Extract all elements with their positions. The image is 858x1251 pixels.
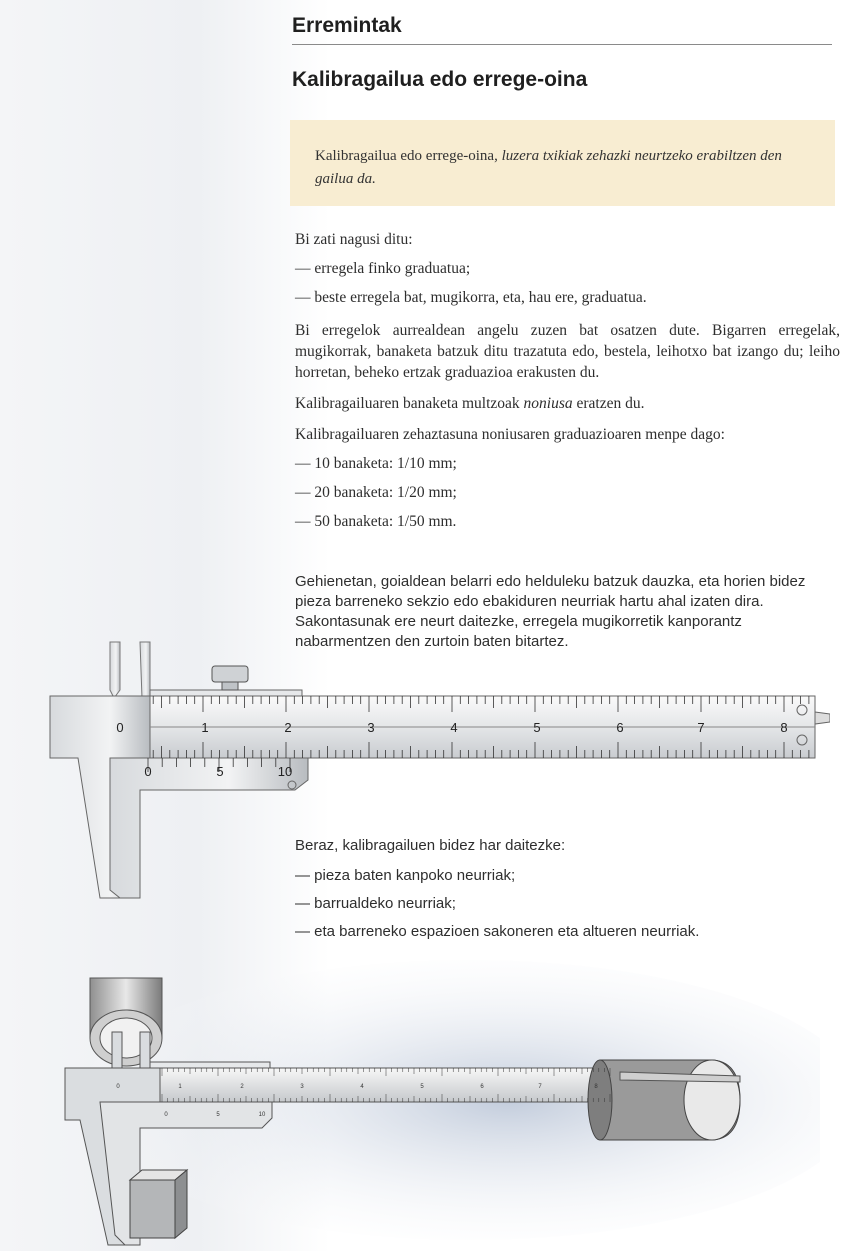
measures-block xyxy=(295,836,840,950)
measures-item-2: — barrualdeko neurriak; xyxy=(295,895,456,912)
nonius-term: noniusa xyxy=(523,395,573,412)
small-main-label-8: 8 xyxy=(594,1084,598,1090)
small-main-label-5: 5 xyxy=(420,1084,424,1090)
small-main-label-4: 4 xyxy=(360,1084,364,1090)
upper-jaw-moving xyxy=(140,642,150,702)
paragraph-2 xyxy=(295,393,840,414)
paragraph-3: Kalibragailuaren zehaztasuna noniusaren graduazioaren menpe dago: xyxy=(295,426,725,443)
vernier-slide xyxy=(150,690,302,696)
paragraph-ears: Gehienetan, goialdean belarri edo helduleku batzuk dauzka, eta horien bidez pieza barreneko sekzio edo ebakiduren neurriak hartu ahal izaten dira. Sakontasunak ere neurt daitezke, erregela mugikorretik kanporantz nabarmentzen den zurtoin baten bitartez. xyxy=(295,573,806,650)
vernier-label-5: 5 xyxy=(216,764,224,779)
precision-item-1: — 10 banaketa: 1/10 mm; xyxy=(295,455,457,472)
main-scale-label-6: 6 xyxy=(616,720,624,735)
small-vernier-label-0: 0 xyxy=(164,1112,168,1118)
main-scale-label-7: 7 xyxy=(697,720,705,735)
intro-item-1: — erregela finko graduatua; xyxy=(295,260,471,277)
measures-item-1: — pieza baten kanpoko neurriak; xyxy=(295,867,516,884)
main-scale-label-4: 4 xyxy=(450,720,458,735)
main-scale-label-1: 1 xyxy=(201,720,209,735)
small-main-label-1: 1 xyxy=(178,1084,182,1090)
measures-lead: Beraz, kalibragailuen bidez har daitezke: xyxy=(295,837,566,854)
vernier-plate xyxy=(110,758,308,898)
block-piece xyxy=(130,1180,175,1238)
small-main-label-2: 2 xyxy=(240,1084,244,1090)
main-scale-label-5: 5 xyxy=(533,720,541,735)
paragraph-2-lead: Kalibragailuaren banaketa multzoak xyxy=(295,395,524,412)
definition-box xyxy=(290,120,835,206)
section-header: Erremintak xyxy=(292,14,832,45)
caliper-2-beam xyxy=(160,1068,620,1102)
main-scale-label-0: 0 xyxy=(116,720,124,735)
definition-text xyxy=(315,145,815,191)
main-scale-label-8: 8 xyxy=(780,720,788,735)
small-vernier-label-10: 10 xyxy=(258,1112,266,1118)
definition-lead: Kalibragailua edo errege-oina, xyxy=(315,148,502,164)
main-scale-label-2: 2 xyxy=(284,720,292,735)
measures-item-3: — eta barreneko espazioen sakoneren eta altueren neurriak. xyxy=(295,923,700,940)
small-vernier-label-5: 5 xyxy=(216,1112,220,1118)
main-scale-label-3: 3 xyxy=(367,720,375,735)
paragraph-1: Bi erregelok aurrealdean angelu zuzen bat osatzen dute. Bigarren erregelak, mugikorrak, banaketa batzuk ditu trazatuta edo, bestela, leihotxo bat izango du; leiho horretan, beheko ertzak graduazioa erakusten du. xyxy=(295,322,840,381)
small-main-label-6: 6 xyxy=(480,1084,484,1090)
small-main-label-0: 0 xyxy=(116,1084,120,1090)
vernier-label-0: 0 xyxy=(144,764,152,779)
vernier-label-10: 10 xyxy=(277,764,293,779)
paragraph-2-tail: eratzen du. xyxy=(572,395,645,412)
precision-item-3: — 50 banaketa: 1/50 mm. xyxy=(295,513,457,530)
definition-emphasis: luzera txikiak zehazki neurtzeko erabiltzen den gailua da. xyxy=(315,148,782,187)
small-main-label-3: 3 xyxy=(300,1084,304,1090)
thumb-wheel xyxy=(212,666,248,682)
body-text-upper xyxy=(295,229,840,540)
upper-jaw-fixed xyxy=(110,642,120,698)
precision-item-2: — 20 banaketa: 1/20 mm; xyxy=(295,484,457,501)
intro-lead: Bi zati nagusi ditu: xyxy=(295,231,413,248)
caliper-measurement-illustration xyxy=(40,960,820,1250)
intro-item-2: — beste erregela bat, mugikorra, eta, hau ere, graduatua. xyxy=(295,289,647,306)
page-title: Kalibragailua edo errege-oina xyxy=(292,68,588,91)
small-main-label-7: 7 xyxy=(538,1084,542,1090)
